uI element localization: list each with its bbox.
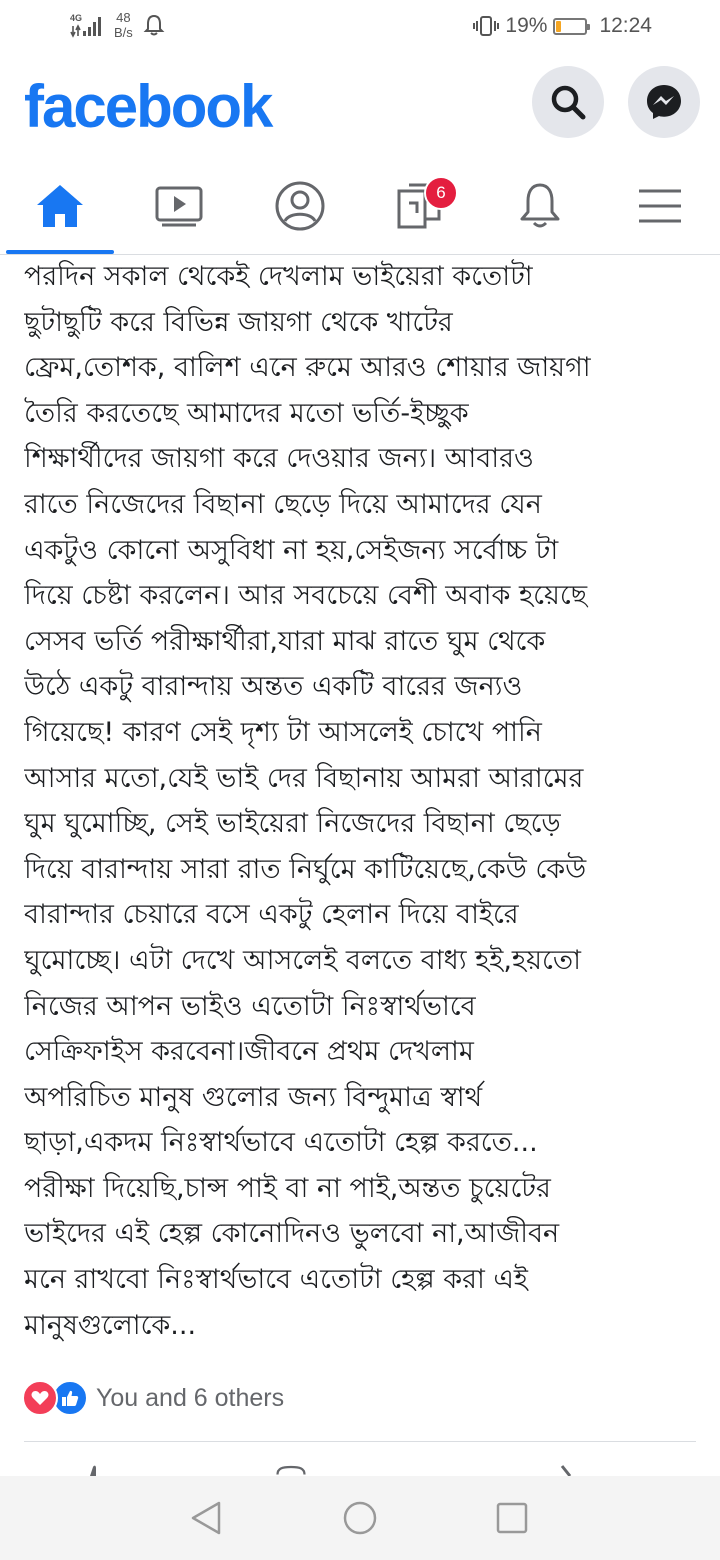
post-text-line: ছুটাছুটি করে বিভিন্ন জায়গা থেকে খাটের: [24, 306, 453, 338]
bell-icon: [517, 181, 563, 231]
tab-menu[interactable]: [600, 158, 720, 254]
search-icon: [548, 82, 588, 122]
post-text-line: রাতে নিজেদের বিছানা ছেড়ে দিয়ে আমাদের যেন: [24, 488, 542, 520]
back-icon: [189, 1500, 223, 1536]
tab-profile[interactable]: [240, 158, 360, 254]
like-action-icon[interactable]: [80, 1464, 110, 1476]
battery-icon: [553, 18, 587, 35]
post-text-line: উঠে একটু বারান্দায় অন্তত একটি বারের জন্যও: [24, 671, 523, 703]
network-speed-value: 48: [116, 10, 131, 25]
post-divider: [24, 1441, 696, 1442]
post-text-line: তৈরি করতেছে আমাদের মতো ভর্তি-ইচ্ছুক: [24, 397, 469, 429]
post-text-line: ঘুম ঘুমোচ্ছি, সেই ভাইয়েরা নিজেদের বিছানা ছেড়ে: [24, 808, 561, 840]
post-text-line: মনে রাখবো নিঃস্বার্থভাবে এতোটা হেল্প করা এই: [24, 1264, 528, 1296]
system-navigation-bar: [0, 1476, 720, 1560]
notification-bell-status-icon: [143, 13, 165, 37]
recents-icon: [495, 1501, 529, 1535]
system-back-button[interactable]: [186, 1498, 226, 1538]
post-text-line: ছাড়া,একদম নিঃস্বার্থভাবে এতোটা হেল্প করতে...: [24, 1127, 538, 1159]
post-text-line: নিজের আপন ভাইও এতোটা নিঃস্বার্থভাবে: [24, 990, 476, 1022]
post-text-line: ভাইদের এই হেল্প কোনোদিনও ভুলবো না,আজীবন: [24, 1218, 560, 1250]
post-text-line: সেক্রিফাইস করবেনা।জীবনে প্রথম দেখলাম: [24, 1036, 474, 1068]
network-type-label: 4G: [70, 13, 83, 23]
share-action-icon[interactable]: [548, 1464, 578, 1476]
system-recents-button[interactable]: [492, 1498, 532, 1538]
comment-action-icon[interactable]: [276, 1464, 306, 1476]
post-text-line: আসার মতো,যেই ভাই দের বিছানায় আমরা আরামের: [24, 762, 584, 794]
post-text-line: দিয়ে চেষ্টা করলেন। আর সবচেয়ে বেশী অবাক হয়েছে: [24, 580, 588, 612]
reactions-summary-text: You and 6 others: [96, 1383, 285, 1412]
facebook-logo[interactable]: facebook: [24, 73, 272, 140]
status-right: [473, 14, 652, 38]
post-text-line: বারান্দার চেয়ারে বসে একটু হেলান দিয়ে বাইরে: [24, 899, 519, 931]
love-icon: [22, 1380, 58, 1416]
vibrate-icon: [473, 14, 499, 38]
profile-icon: [274, 180, 326, 232]
post-text-line: মানুষগুলোকে...: [24, 1309, 197, 1341]
battery-level-fill: [556, 21, 561, 32]
pages-badge: 6: [424, 176, 458, 210]
messenger-button[interactable]: [628, 66, 700, 138]
home-icon: [35, 183, 85, 229]
post-text-line: অপরিচিত মানুষ গুলোর জন্য বিন্দুমাত্র স্বার্থ: [24, 1081, 483, 1113]
hamburger-icon: [637, 186, 683, 226]
post-text-line: দিয়ে বারান্দায় সারা রাত নির্ঘুমে কাটিয়েছে,কেউ কেউ: [24, 853, 587, 885]
tab-watch[interactable]: [120, 158, 240, 254]
system-home-button[interactable]: [340, 1498, 380, 1538]
post-text-line: পরীক্ষা দিয়েছি,চান্স পাই বা না পাই,অন্তত চুয়েটের: [24, 1172, 551, 1204]
search-button[interactable]: [532, 66, 604, 138]
home-circle-icon: [342, 1500, 378, 1536]
post-text-line: ঘুমোচ্ছে। এটা দেখে আসলেই বলতে বাধ্য হই,হয়তো: [24, 944, 581, 976]
reactions-summary[interactable]: [22, 1380, 284, 1416]
post-text-line: শিক্ষার্থীদের জায়গা করে দেওয়ার জন্য। আবারও: [24, 443, 534, 475]
network-speed-unit: B/s: [114, 25, 133, 40]
messenger-icon: [644, 82, 684, 122]
app-header: [0, 58, 720, 158]
main-nav-tabs: [0, 158, 720, 255]
post-text-line: সেসব ভর্তি পরীক্ষার্থীরা,যারা মাঝ রাতে ঘুম থেকে: [24, 625, 546, 657]
video-icon: [154, 184, 206, 228]
post-text-line: ফ্রেম,তোশক, বালিশ এনে রুমে আরও শোয়ার জায়গা: [24, 352, 591, 384]
tab-notifications[interactable]: [480, 158, 600, 254]
post-text-line: পরদিন সকাল থেকেই দেখলাম ভাইয়েরা কতোটা: [24, 261, 533, 292]
cellular-signal-icon: [70, 12, 104, 38]
network-speed: [114, 10, 133, 40]
status-time: 12:24: [599, 14, 652, 37]
post-text-line: একটুও কোনো অসুবিধা না হয়,সেইজন্য সর্বোচ্চ টা: [24, 534, 559, 566]
post-text-line: গিয়েছে! কারণ সেই দৃশ্য টা আসলেই চোখে পানি: [24, 716, 542, 748]
status-left: [70, 10, 165, 40]
tab-home[interactable]: [0, 158, 120, 254]
tab-pages[interactable]: [360, 158, 480, 254]
status-bar: [0, 0, 720, 58]
post-body: [24, 254, 698, 1348]
battery-percent: 19%: [505, 14, 548, 37]
